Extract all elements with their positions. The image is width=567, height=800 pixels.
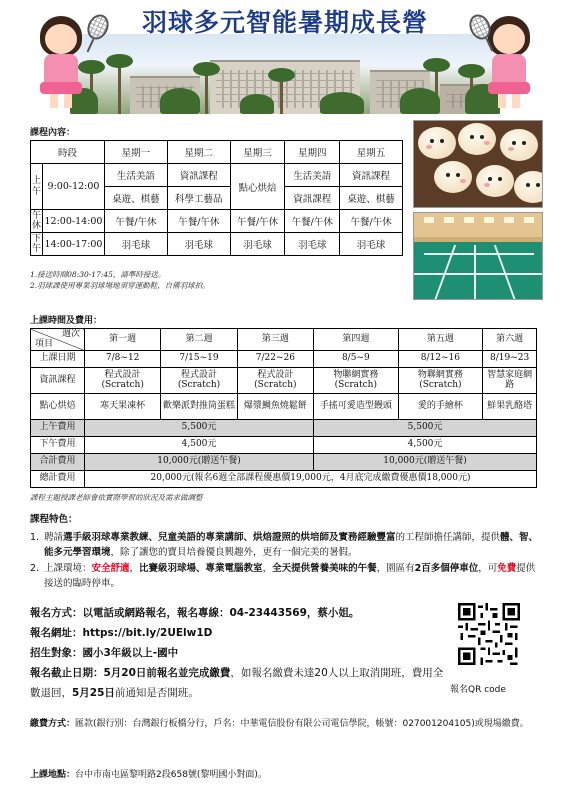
week-header: 第一週 [85, 329, 161, 351]
week-header: 第三週 [237, 329, 313, 351]
row-label: 合計費用 [31, 454, 85, 471]
row-label: 總計費用 [31, 471, 85, 488]
subtotal-cell: 10,000元(贈送午餐) [314, 454, 537, 471]
baking-cell: 愛的手繪杯 [398, 394, 483, 420]
course-note-1: 1.接送時間08:30-17:45，請準時接送。 [30, 270, 166, 279]
header-tue: 星期二 [167, 141, 230, 164]
date-cell: 8/19~23 [483, 351, 537, 368]
header-fri: 星期五 [340, 141, 403, 164]
info-cell: 智慧家庭網路 [483, 368, 537, 394]
course-section-label: 課程內容： [30, 128, 76, 138]
badminton-court-photo [413, 212, 543, 300]
total-cell: 20,000元(報名6週全部課程優惠價19,000元，4月底完成繳費優惠價18,000元) [85, 471, 537, 488]
course-cell: 午餐/午休 [285, 210, 340, 233]
course-cell: 羽毛球 [230, 233, 285, 256]
slot-am-label: 上午 [31, 164, 43, 210]
date-cell: 7/22~26 [237, 351, 313, 368]
date-cell: 7/8~12 [85, 351, 161, 368]
feature-item-2: 2. 上課環境：安全舒適，比賽級羽球場、專業電腦教室，全天提供營養美味的午餐，園區有2百多個停車位，可免費提供接送的臨時停車。 [30, 563, 536, 589]
registration-link[interactable]: https://bit.ly/2UElw1D [82, 627, 213, 639]
features-section [30, 512, 540, 592]
date-cell: 8/5~9 [314, 351, 399, 368]
corner-header-cell [31, 329, 85, 351]
course-cell: 午餐/午休 [167, 210, 230, 233]
header-slot: 時段 [31, 141, 105, 164]
pm-fee-cell: 4,500元 [85, 437, 314, 454]
steamed-bun-photo [413, 120, 543, 208]
registration-url-row: 報名網址：https://bit.ly/2UElw1D [30, 627, 213, 639]
header-mon: 星期一 [105, 141, 168, 164]
address-label: 上課地點： [30, 770, 76, 780]
corner-bottom-label: 項目 [35, 338, 54, 349]
date-cell: 8/12~16 [398, 351, 483, 368]
slot-pm-label: 下午 [31, 234, 41, 254]
course-cell: 資訊課程 [285, 187, 340, 210]
page-title: 羽球多元智能暑期成長營 [141, 8, 428, 37]
course-cell: 羽毛球 [167, 233, 230, 256]
slot-noon-label: 午休 [31, 211, 41, 231]
course-cell: 桌遊、棋藝 [105, 187, 168, 210]
fee-table [30, 328, 537, 488]
baking-cell: 寒天果凍杯 [85, 394, 161, 420]
header-thu: 星期四 [285, 141, 340, 164]
course-cell: 羽毛球 [105, 233, 168, 256]
slot-pm-time: 14:00-17:00 [43, 233, 105, 256]
registration-method: 報名方式：以電話或網路報名，報名專線：04-23443569，蔡小姐。 [30, 607, 360, 619]
corner-top-label: 週次 [61, 329, 80, 339]
course-cell: 羽毛球 [285, 233, 340, 256]
address-text: 台中市南屯區黎明路2段658號(黎明國小對面)。 [75, 770, 267, 780]
course-cell: 午餐/午休 [340, 210, 403, 233]
info-cell: 程式設計(Scratch) [85, 368, 161, 394]
course-cell: 生活美語 [105, 164, 168, 187]
baking-cell: 歡樂派對推筒蛋糕 [161, 394, 237, 420]
qr-caption: 報名QR code [450, 685, 506, 695]
week-header: 第四週 [314, 329, 399, 351]
course-cell: 生活美語 [285, 164, 340, 187]
am-fee-cell: 5,500元 [314, 420, 537, 437]
subtotal-cell: 10,000元(贈送午餐) [85, 454, 314, 471]
payment-text: 匯款(銀行別：台灣銀行板橋分行，戶名：中華電信股份有限公司電信學院，帳號：027001204105)或現場繳費。 [75, 719, 529, 729]
row-label: 點心烘焙 [31, 394, 85, 420]
info-cell: 物聯網實務(Scratch) [314, 368, 399, 394]
address-section [30, 767, 540, 780]
phone-number[interactable]: 04-23443569 [229, 607, 307, 619]
baking-cell: 手搖可愛造型饅頭 [314, 394, 399, 420]
features-label: 課程特色： [30, 514, 78, 525]
payment-label: 繳費方式： [30, 719, 76, 729]
course-cell: 資訊課程 [167, 164, 230, 187]
header-wed: 星期三 [230, 141, 285, 164]
course-cell: 午餐/午休 [230, 210, 285, 233]
header-banner [30, 0, 540, 118]
qr-code-icon[interactable] [458, 603, 520, 665]
slot-noon-time: 12:00-14:00 [43, 210, 105, 233]
girl-left-illustration [30, 6, 92, 110]
course-cell: 桌遊、棋藝 [340, 187, 403, 210]
course-cell: 科學工藝品 [167, 187, 230, 210]
schedule-footnote: 課程主題授課老師會依實際學習的狀況及需求做調整 [30, 493, 203, 502]
week-header: 第五週 [398, 329, 483, 351]
baking-cell: 鮮果乳酪塔 [483, 394, 537, 420]
course-cell: 午餐/午休 [105, 210, 168, 233]
course-cell: 資訊課程 [340, 164, 403, 187]
am-fee-cell: 5,500元 [85, 420, 314, 437]
row-label: 上午費用 [31, 420, 85, 437]
registration-section [30, 603, 450, 703]
feature-item-1: 1. 聘請選手級羽球專業教練、兒童美語的專業講師、烘焙證照的烘培師及實務經驗豐富的工程師擔任講師，提供體、智、能多元學習環境，除了讓您的寶貝培養優良興趣外，更有一個完美的暑假。 [30, 532, 539, 558]
course-cell: 點心烘焙 [230, 164, 285, 210]
campus-photo [70, 34, 500, 114]
course-table [30, 140, 403, 256]
baking-cell: 爆漿鯛魚燒鬆餅 [237, 394, 313, 420]
date-cell: 7/15~19 [161, 351, 237, 368]
registration-deadline: 報名截止日期：5月20日前報名並完成繳費，如報名繳費未達20人以上取消開班，費用全數退回，5月25日前通知是否開班。 [30, 667, 444, 699]
course-cell: 羽毛球 [340, 233, 403, 256]
slot-am-time: 9:00-12:00 [43, 164, 105, 210]
week-header: 第六週 [483, 329, 537, 351]
row-label: 資訊課程 [31, 368, 85, 394]
payment-section [30, 716, 540, 732]
week-header: 第二週 [161, 329, 237, 351]
course-note-2: 2.羽球課使用專業羽球場地須穿運動鞋，自備羽球拍。 [30, 281, 210, 290]
row-label: 下午費用 [31, 437, 85, 454]
row-label: 上課日期 [31, 351, 85, 368]
pm-fee-cell: 4,500元 [314, 437, 537, 454]
registration-target: 招生對象：國小3年級以上-國中 [30, 647, 179, 659]
info-cell: 物聯網實務(Scratch) [398, 368, 483, 394]
schedule-section-label: 上課時間及費用： [30, 316, 103, 326]
info-cell: 程式設計(Scratch) [161, 368, 237, 394]
info-cell: 程式設計(Scratch) [237, 368, 313, 394]
